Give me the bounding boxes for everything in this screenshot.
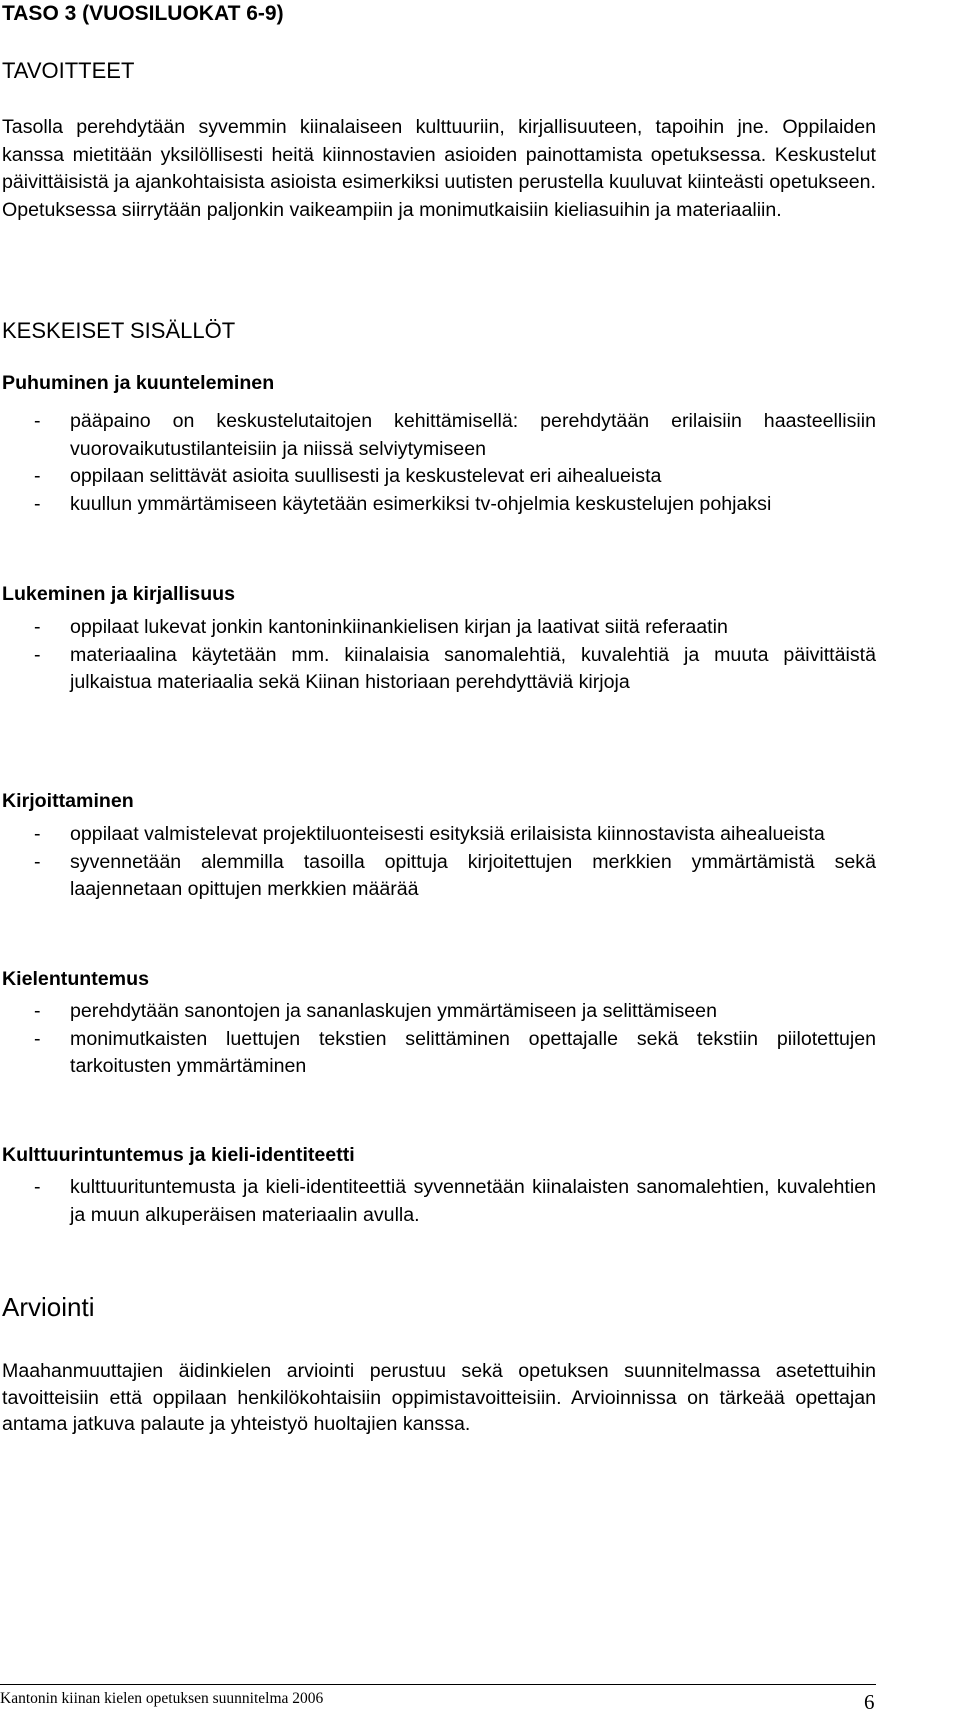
list-item: - pääpaino on keskustelutaitojen kehittämisellä: perehdytään erilaisiin haasteellisiin vuorovaikutustilanteisiin ja niissä selviytymiseen (34, 410, 876, 460)
bullet-dash: - (34, 616, 41, 638)
bullet-list-language (2, 998, 876, 1081)
bullet-dash: - (34, 465, 41, 487)
goals-paragraph: Tasolla perehdytään syvemmin kiinalaiseen kulttuuriin, kirjallisuuteen, tapoihin jne. Oppilaiden kanssa mietitään yksilöllisesti heitä kiinnostavien asioiden painottamista opetuksessa. Keskustelut päivittäisistä ja ajankohtaisista asioista esimerkiksi uutisten perustella kuuluvat kiinteästi opetukseen. Opetuksessa siirrytään paljonkin vaikeampiin ja monimutkaisiin kieliasuihin ja materiaaliin. (2, 116, 876, 221)
list-item: - kuullun ymmärtämiseen käytetään esimerkiksi tv-ohjelmia keskustelujen pohjaksi (2, 491, 876, 519)
bullet-dash: - (34, 823, 41, 845)
footer-divider (0, 1684, 876, 1685)
bullet-dash: - (34, 410, 41, 432)
list-item: - monimutkaisten luettujen tekstien selittäminen opettajalle sekä tekstiin piilotettujen tarkoitusten ymmärtäminen (34, 1027, 876, 1077)
section-heading-language: Kielentuntemus (2, 968, 149, 990)
page-number: 6 (864, 1690, 875, 1714)
assessment-heading: Arviointi (2, 1292, 95, 1322)
list-item: - kulttuurituntemusta ja kieli-identiteettiä syvennetään kiinalaisten sanomalehtien, kuvalehtien ja muun alkuperäisen materiaalin avulla. (34, 1176, 876, 1226)
bullet-dash: - (34, 1000, 41, 1022)
list-item: - oppilaan selittävät asioita suullisesti ja keskustelevat eri aihealueista (2, 463, 876, 491)
bullet-list-speaking (2, 408, 876, 518)
bullet-dash: - (34, 492, 41, 515)
page-title: TASO 3 (VUOSILUOKAT 6-9) (2, 2, 284, 25)
contents-heading: KESKEISET SISÄLLÖT (2, 318, 236, 343)
goals-heading: TAVOITTEET (2, 58, 135, 83)
bullet-dash: - (34, 1176, 41, 1198)
list-item: - perehdytään sanontojen ja sananlaskujen ymmärtämiseen ja selittämiseen (2, 998, 876, 1026)
bullet-list-writing (2, 821, 876, 904)
list-item: - oppilaat lukevat jonkin kantoninkiinankielisen kirjan ja laativat siitä referaatin (2, 614, 876, 642)
list-item: - syvennetään alemmilla tasoilla opittuja kirjoitettujen merkkien ymmärtämistä sekä laajennetaan opittujen merkkien määrää (34, 850, 876, 900)
section-heading-reading: Lukeminen ja kirjallisuus (2, 583, 236, 605)
section-heading-culture: Kulttuurintuntemus ja kieli-identiteetti (2, 1144, 355, 1166)
list-item: - oppilaat valmistelevat projektiluonteisesti esityksiä erilaisista kiinnostavista aihealueista (2, 821, 876, 849)
bullet-dash: - (34, 850, 41, 873)
list-item: - materiaalina käytetään mm. kiinalaisia sanomalehtiä, kuvalehtiä ja muuta päivittäistä julkaistua materiaalia sekä Kiinan historiaan perehdyttäviä kirjoja (34, 643, 876, 693)
bullet-dash: - (34, 1027, 41, 1050)
bullet-dash: - (34, 643, 41, 666)
bullet-list-culture (2, 1174, 876, 1229)
section-heading-speaking: Puhuminen ja kuunteleminen (2, 372, 275, 394)
bullet-list-reading (2, 614, 876, 697)
footer-text: Kantonin kiinan kielen opetuksen suunnitelma 2006 (0, 1690, 324, 1707)
section-heading-writing: Kirjoittaminen (2, 790, 134, 812)
assessment-paragraph: Maahanmuuttajien äidinkielen arviointi perustuu sekä opetuksen suunnitelmassa asetettuihin tavoitteisiin että oppilaan henkilökohtaisiin oppimistavoitteisiin. Arvioinnissa on tärkeää opettajan antama jatkuva palaute ja yhteistyö huoltajien kanssa. (2, 1360, 876, 1435)
